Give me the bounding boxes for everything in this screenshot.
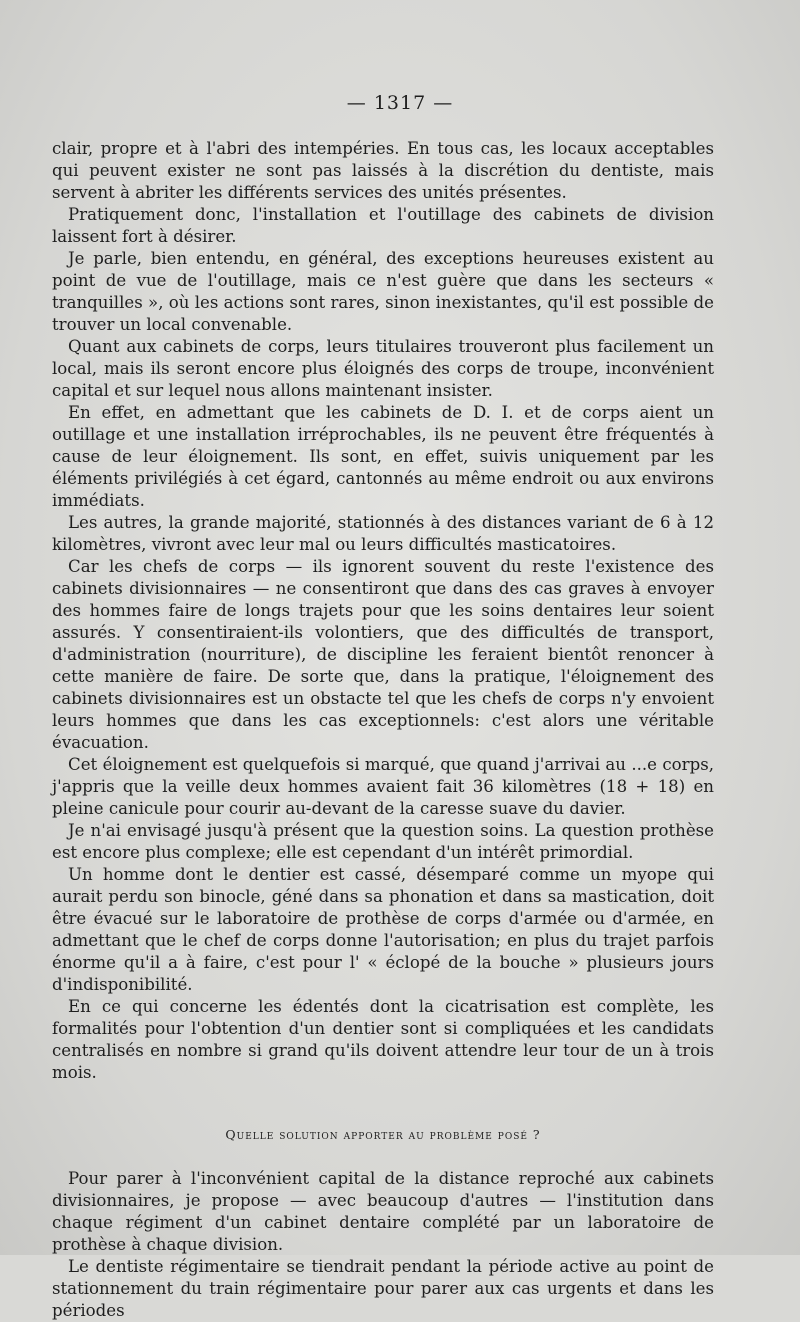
paragraph: Les autres, la grande majorité, stationnés à des distances variant de 6 à 12 kilomètres, vivront avec leur mal ou leurs difficultés masticatoires. [52, 513, 714, 554]
paragraph: Car les chefs de corps — ils ignorent souvent du reste l'existence des cabinets divisionnaires — ne consentiront que dans des cas graves à envoyer des hommes faire de longs trajets pour que les soins dentaires leur soient assurés. Y consentiraient-ils volontiers, que des difficultés de transport, d'administration (nourriture), de discipline les feraient bientôt renoncer à cette manière de faire. De sorte que, dans la pratique, l'éloignement des cabinets divisionnaires est un obstacte tel que les chefs de corps n'y envoient leurs hommes que dans les cas exceptionnels: c'est alors une véritable évacuation. [52, 557, 714, 752]
paragraph: Pour parer à l'inconvénient capital de la distance reproché aux cabinets divisionnaires, je propose — avec beaucoup d'autres — l'institution dans chaque régiment d'un cabinet dentaire complété par un laboratoire de prothèse à chaque division. [52, 1169, 714, 1254]
paragraph: clair, propre et à l'abri des intempéries. En tous cas, les locaux acceptables qui peuvent exister ne sont pas laissés à la discrétion du dentiste, mais servent à abriter les différents services des unités présentes. [52, 139, 714, 202]
paragraph: En effet, en admettant que les cabinets de D. I. et de corps aient un outillage et une installation irréprochables, ils ne peuvent être fréquentés à cause de leur éloignement. Ils sont, en effet, suivis uniquement par les éléments privilégiés à cet égard, cantonnés au même endroit ou aux environs immédiats. [52, 403, 714, 510]
page-number: — 1317 — [346, 92, 454, 114]
paragraph: Un homme dont le dentier est cassé, désemparé comme un myope qui aurait perdu son binocle, géné dans sa phonation et dans sa mastication, doit être évacué sur le laboratoire de prothèse de corps d'armée ou d'armée, en admettant que le chef de corps donne l'autorisation; en plus du trajet parfois énorme qu'il a à faire, c'est pour l' « éclopé de la bouche » plusieurs jours d'indisponibilité. [52, 865, 714, 994]
body-text [52, 138, 714, 1322]
paragraph: Le dentiste régimentaire se tiendrait pendant la période active au point de stationnement du train régimentaire pour parer aux cas urgents et dans les périodes [52, 1257, 714, 1320]
paragraph: Je n'ai envisagé jusqu'à présent que la question soins. La question prothèse est encore plus complexe; elle est cependant d'un intérêt primordial. [52, 821, 714, 862]
paragraph: Quant aux cabinets de corps, leurs titulaires trouveront plus facilement un local, mais ils seront encore plus éloignés des corps de troupe, inconvénient capital et sur lequel nous allons maintenant insister. [52, 337, 714, 400]
paragraph: Je parle, bien entendu, en général, des exceptions heureuses existent au point de vue de l'outillage, mais ce n'est guère que dans les secteurs « tranquilles », où les actions sont rares, sinon inexistantes, qu'il est possible de trouver un local convenable. [52, 249, 714, 334]
paragraph: Pratiquement donc, l'installation et l'outillage des cabinets de division laissent fort à désirer. [52, 205, 714, 246]
section-heading: Quelle solution apporter au problème posé ? [225, 1127, 541, 1142]
paragraph: En ce qui concerne les édentés dont la cicatrisation est complète, les formalités pour l'obtention d'un dentier sont si compliquées et les candidats centralisés en nombre si grand qu'ils doivent attendre leur tour de un à trois mois. [52, 997, 714, 1082]
paragraph: Cet éloignement est quelquefois si marqué, que quand j'arrivai au ...e corps, j'appris que la veille deux hommes avaient fait 36 kilomètres (18 + 18) en pleine canicule pour courir au-devant de la caresse suave du davier. [52, 755, 714, 818]
